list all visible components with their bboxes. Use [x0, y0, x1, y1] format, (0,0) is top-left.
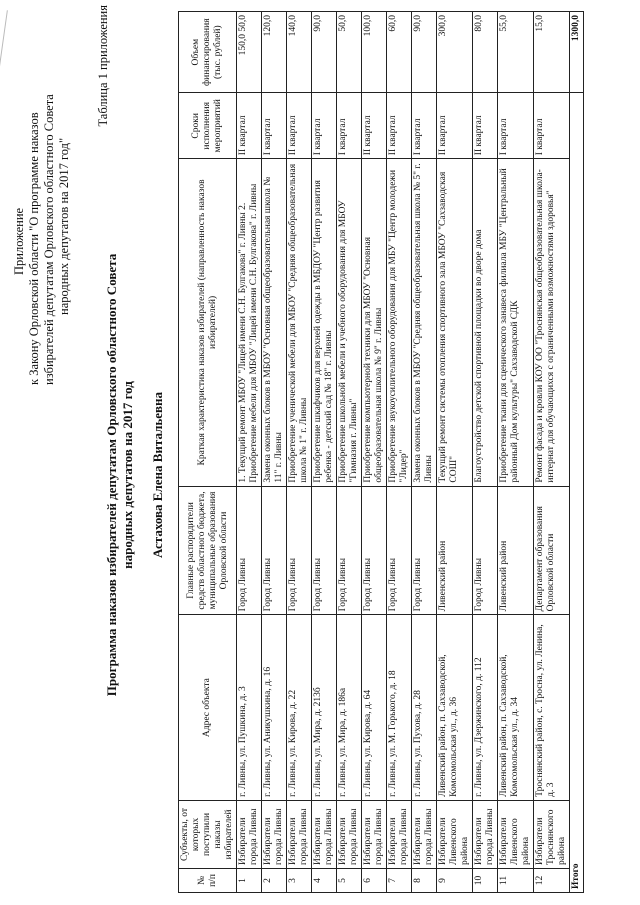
row-recipient: Департамент образования Орловской области — [534, 486, 570, 615]
row-address: г. Ливны, ул. Пушкина, д. 3 — [237, 615, 262, 801]
row-term: II квартал — [473, 93, 498, 159]
table-row — [498, 12, 534, 893]
table-row — [473, 12, 498, 893]
table-row — [262, 12, 287, 893]
row-amount: 55,0 — [498, 12, 534, 93]
row-address: Ливенский район, п. Сахзаводской, Комсомольская ул., д. 34 — [498, 615, 534, 801]
column-header: Краткая характеристика наказов избирателей (направленность наказов избирателей) — [179, 159, 237, 486]
row-recipient: Ливенский район — [498, 486, 534, 615]
column-header: Объем финансирования (тыс. рублей) — [179, 12, 237, 93]
row-amount: 80,0 — [473, 12, 498, 93]
row-subject: Избиратели города Ливны — [387, 800, 412, 868]
annex-line: народных депутатов на 2017 год" — [57, 137, 71, 315]
row-description: Благоустройство детской спортивной площадки во дворе дома — [473, 159, 498, 486]
table-row — [412, 12, 437, 893]
row-address: Ливенский район, п. Сахзаводской, Комсомольская ул., д. 36 — [437, 615, 473, 801]
row-amount: 120,0 — [262, 12, 287, 93]
deputy-name: Астахова Елена Витальевна — [150, 391, 165, 559]
table-row — [312, 12, 337, 893]
annex-line: к Закону Орловской области "О программе наказов — [27, 112, 41, 385]
row-amount: 60,0 — [387, 12, 412, 93]
row-subject: Избиратели города Ливны — [473, 800, 498, 868]
row-recipient: Ливенский район — [437, 486, 473, 615]
row-recipient: Город Ливны — [337, 486, 362, 615]
row-description: Приобретение шкафчиков для верхней одежды в МБДОУ "Центр развития ребенка - детский сад № 18" г. Ливны — [312, 159, 337, 486]
row-number: 5 — [337, 869, 362, 893]
row-term: II квартал — [287, 93, 312, 159]
row-description: Замена оконных блоков в МБОУ "Основная общеобразовательная школа № 11" г. Ливны — [262, 159, 287, 486]
table-row — [362, 12, 387, 893]
row-subject: Избиратели города Ливны — [337, 800, 362, 868]
row-number: 9 — [437, 869, 473, 893]
row-subject: Избиратели города Ливны — [262, 800, 287, 868]
row-term: II квартал — [237, 93, 262, 159]
row-recipient: Город Ливны — [473, 486, 498, 615]
row-recipient: Город Ливны — [312, 486, 337, 615]
row-address: Троснянский район, с. Тросна, ул. Ленина, д. 3 — [534, 615, 570, 801]
page-title — [104, 115, 136, 835]
row-amount: 15,0 — [534, 12, 570, 93]
row-subject: Избиратели города Ливны — [312, 800, 337, 868]
row-recipient: Город Ливны — [287, 486, 312, 615]
row-description: Приобретение ткани для сценического занавеса филиала МБУ "Центральный районный Дом культуры" Сахзаводской СДК — [498, 159, 534, 486]
row-subject: Избиратели города Ливны — [362, 800, 387, 868]
row-amount: 50,0 — [337, 12, 362, 93]
row-subject: Избиратели Ливенского района — [498, 800, 534, 868]
row-number: 12 — [534, 869, 570, 893]
row-number: 3 — [287, 869, 312, 893]
row-address: г. Ливны, ул. Кирова, д. 22 — [287, 615, 312, 801]
total-label: Итого — [570, 93, 584, 893]
annex-line: избирателей депутатам Орловского областного Совета — [42, 94, 56, 385]
annex-line: Приложение — [12, 207, 26, 275]
total-row — [570, 12, 584, 893]
row-recipient: Город Ливны — [237, 486, 262, 615]
row-subject: Избиратели Ливенского района — [437, 800, 473, 868]
column-header: № п/п — [179, 869, 237, 893]
row-number: 1 — [237, 869, 262, 893]
column-header: Субъекты, от которых поступили наказы избирателей — [179, 800, 237, 868]
annex-header — [12, 25, 72, 385]
row-subject: Избиратели города Ливны — [237, 800, 262, 868]
row-description: Текущий ремонт системы отопления спортивного зала МБОУ "Сахзаводская СОШ" — [437, 159, 473, 486]
row-term: I квартал — [337, 93, 362, 159]
row-term: I квартал — [498, 93, 534, 159]
row-description: Приобретение компьютерной техники для МБОУ "Основная общеобразовательная школа № 9" г. Ливны — [362, 159, 387, 486]
table-row — [387, 12, 412, 893]
row-amount: 140,0 — [287, 12, 312, 93]
row-address: г. Ливны, ул. Кирова, д. 64 — [362, 615, 387, 801]
row-term: II квартал — [437, 93, 473, 159]
row-term: I квартал — [534, 93, 570, 159]
table-row — [337, 12, 362, 893]
row-term: I квартал — [312, 93, 337, 159]
table-header-row — [179, 12, 237, 893]
row-number: 11 — [498, 869, 534, 893]
table-label: Таблица 1 приложения — [96, 5, 110, 127]
table-row — [287, 12, 312, 893]
row-amount: 100,0 — [362, 12, 387, 93]
table-row — [237, 12, 262, 893]
total-amount: 1300,0 — [570, 12, 584, 93]
row-description: Приобретение звукоусилительного оборудования для МБУ "Центр молодежи "Лидер" — [387, 159, 412, 486]
row-address: г. Ливны, ул. Аникушкина, д. 16 — [262, 615, 287, 801]
row-address: г. Ливны, ул. Мира, д. 186а — [337, 615, 362, 801]
row-term: II квартал — [387, 93, 412, 159]
row-description: 1. Текущий ремонт МБОУ "Лицей имени С.Н. Булгакова" г. Ливны 2. Приобретение мебели для МБОУ "Лицей имени С.Н. Булгакова" г. Ливны — [237, 159, 262, 486]
row-amount: 90,0 — [312, 12, 337, 93]
row-amount: 90,0 — [412, 12, 437, 93]
column-header: Адрес объекта — [179, 615, 237, 801]
row-recipient: Город Ливны — [387, 486, 412, 615]
orders-table — [178, 11, 584, 893]
row-term: II квартал — [362, 93, 387, 159]
row-description: Замена оконных блоков в МБОУ "Средняя общеобразовательная школа № 5" г. Ливны — [412, 159, 437, 486]
row-subject: Избиратели города Ливны — [287, 800, 312, 868]
row-recipient: Город Ливны — [412, 486, 437, 615]
row-address: г. Ливны, ул. Мира, д. 213б — [312, 615, 337, 801]
row-recipient: Город Ливны — [262, 486, 287, 615]
row-number: 6 — [362, 869, 387, 893]
row-description: Приобретение ученической мебели для МБОУ "Средняя общеобразовательная школа № 1" г. Ливны — [287, 159, 312, 486]
row-description: Ремонт фасада и кровли КОУ ОО "Троснянская общеобразовательная школа-интернат для обучающихся с ограниченными возможностями здоровья" — [534, 159, 570, 486]
row-subject: Избиратели Троснянского района — [534, 800, 570, 868]
row-description: Приобретение школьной мебели и учебного оборудования для МБОУ "Гимназия г. Ливны" — [337, 159, 362, 486]
column-header: Главные распорядители средств областного бюджета, муниципальные образования Орловской области — [179, 486, 237, 615]
row-amount: 150,0 50,0 — [237, 12, 262, 93]
row-term: I квартал — [412, 93, 437, 159]
row-address: г. Ливны, ул. Пухова, д. 28 — [412, 615, 437, 801]
row-number: 7 — [387, 869, 412, 893]
row-term: I квартал — [262, 93, 287, 159]
row-number: 10 — [473, 869, 498, 893]
table-row — [534, 12, 570, 893]
table-row — [437, 12, 473, 893]
row-number: 8 — [412, 869, 437, 893]
row-number: 4 — [312, 869, 337, 893]
row-number: 2 — [262, 869, 287, 893]
row-address: г. Ливны, ул. М. Горького, д. 18 — [387, 615, 412, 801]
row-subject: Избиратели города Ливны — [412, 800, 437, 868]
column-header: Сроки исполнения мероприятий — [179, 93, 237, 159]
row-amount: 300,0 — [437, 12, 473, 93]
row-recipient: Город Ливны — [362, 486, 387, 615]
title-line: народных депутатов на 2017 год — [120, 381, 135, 569]
title-line: Программа наказов избирателей депутатам Орловского областного Совета — [104, 253, 119, 697]
row-address: г. Ливны, ул. Дзержинского, д. 112 — [473, 615, 498, 801]
